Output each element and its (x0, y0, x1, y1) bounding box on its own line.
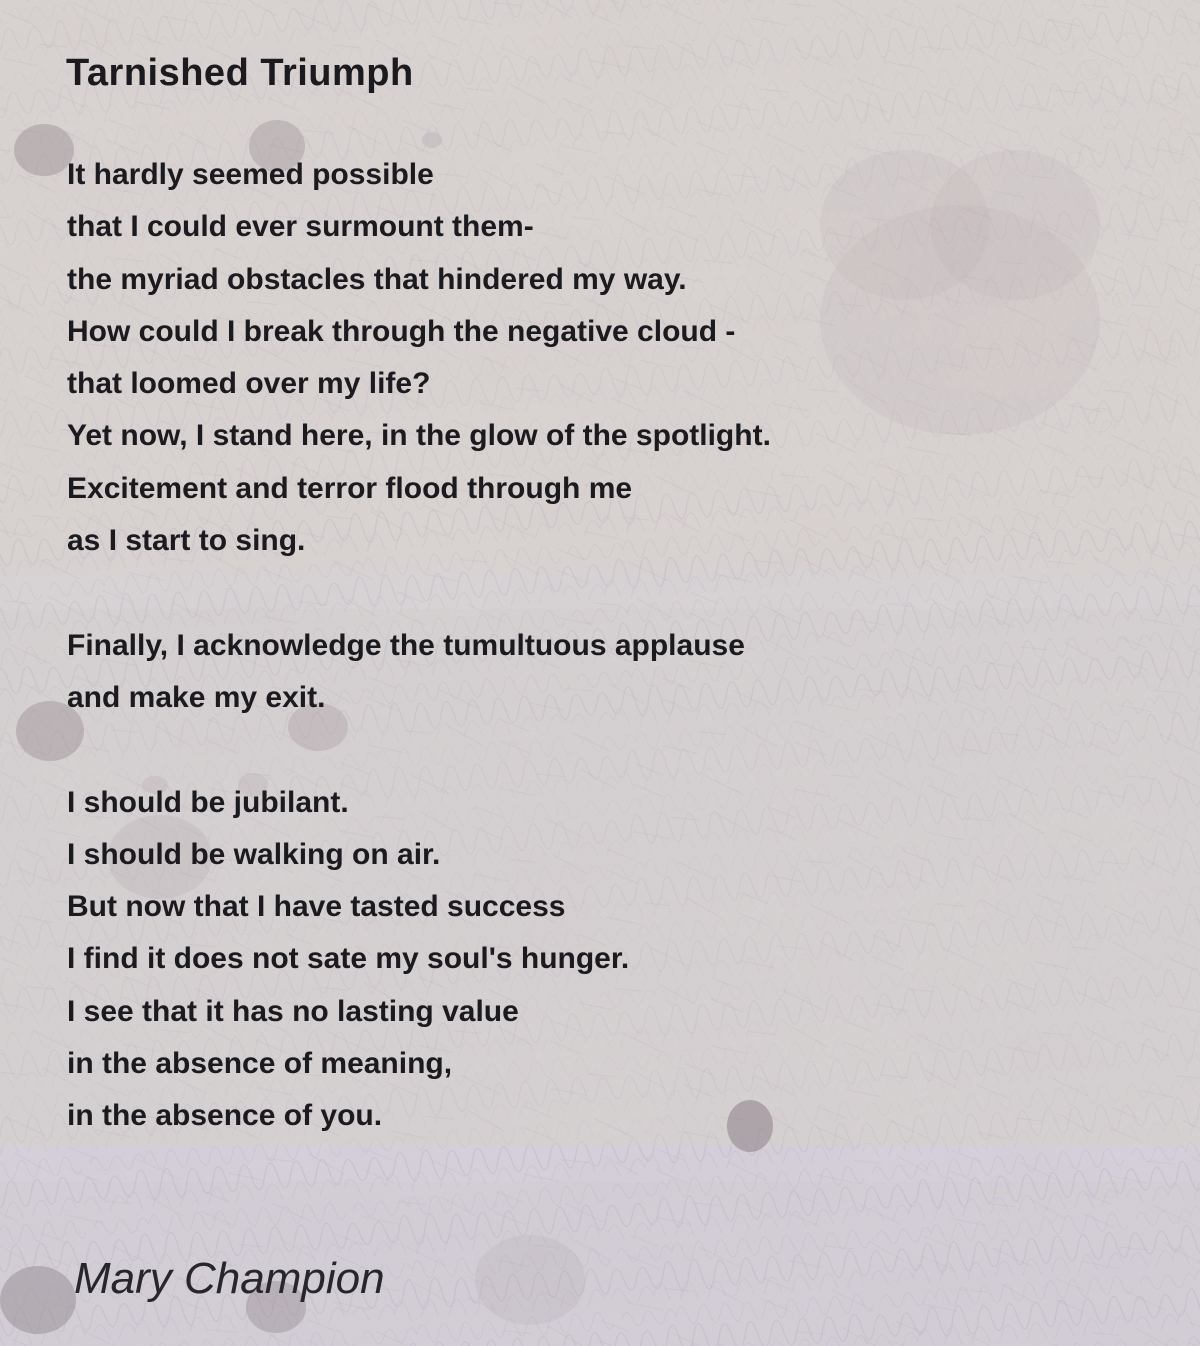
poem-line: that I could ever surmount them- (67, 210, 534, 244)
stanza-1 (67, 149, 771, 567)
poem-line: Excitement and terror flood through me (67, 471, 633, 505)
poem-line: and make my exit. (67, 680, 326, 714)
poem-line: I see that it has no lasting value (67, 994, 519, 1028)
poem-body (67, 149, 771, 1143)
poem-line: I should be walking on air. (67, 837, 441, 871)
poem-line: I should be jubilant. (67, 785, 349, 819)
poem-line: But now that I have tasted success (67, 890, 566, 924)
poem-title: Tarnished Triumph (66, 52, 414, 94)
poem-line: that loomed over my life? (67, 367, 431, 401)
poem-line: How could I break through the negative cloud - (67, 314, 736, 348)
stanza-2 (67, 620, 771, 725)
poem-line: I find it does not sate my soul's hunger. (67, 942, 630, 976)
poem-line: Yet now, I stand here, in the glow of the spotlight. (67, 419, 771, 453)
poem-line: Finally, I acknowledge the tumultuous applause (67, 628, 745, 662)
stanza-3 (67, 777, 771, 1143)
poem-line: the myriad obstacles that hindered my way. (67, 262, 687, 296)
poem-line: It hardly seemed possible (67, 158, 434, 191)
poem-line: as I start to sing. (67, 524, 306, 558)
poem-line: in the absence of meaning, (67, 1047, 453, 1081)
poem-author-signature: Mary Champion (74, 1254, 385, 1303)
poem-line: in the absence of you. (67, 1099, 383, 1133)
